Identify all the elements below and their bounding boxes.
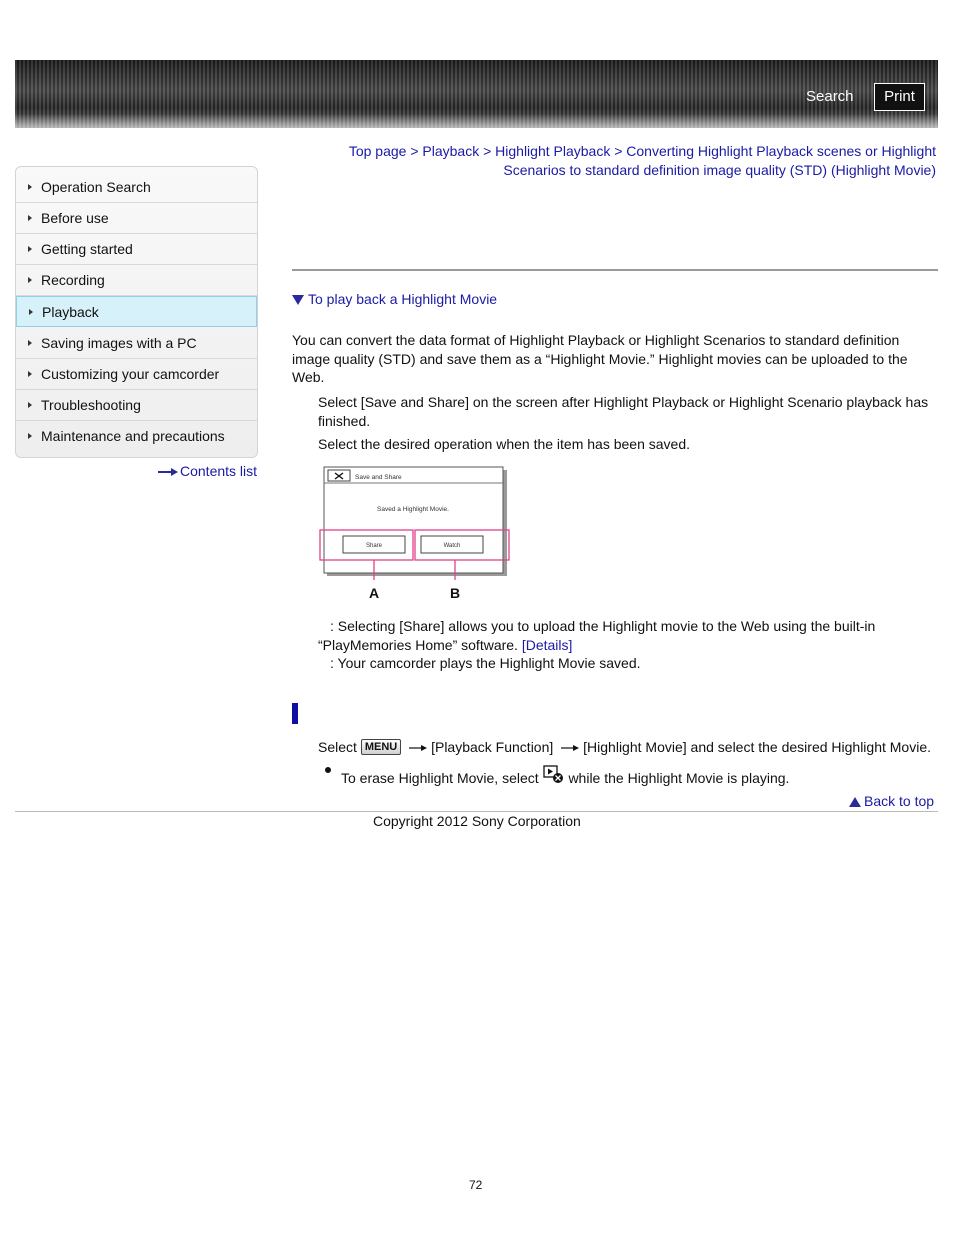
triangle-up-icon	[849, 797, 861, 807]
share-button-text: Share	[365, 543, 383, 549]
chevron-right-icon	[28, 340, 32, 346]
save-and-share-illustration	[319, 466, 511, 601]
erase-prefix-text: To erase Highlight Movie, select	[341, 770, 539, 786]
intro-line: You can convert the data format of Highlight Playback or Highlight Scenarios to standard definition	[292, 332, 900, 348]
erase-suffix-text: while the Highlight Movie is playing.	[568, 770, 790, 786]
label-a: A	[368, 585, 380, 601]
sidebar-item-before-use[interactable]	[16, 203, 257, 234]
sidebar-item-label: Recording	[41, 272, 105, 288]
bullet-dot	[325, 767, 331, 773]
sidebar-item-label: Getting started	[41, 241, 133, 257]
select-text: Select	[318, 739, 357, 755]
sidebar-item-operation-search[interactable]	[16, 172, 257, 203]
label-b: B	[449, 585, 461, 601]
intro-line: Web.	[292, 369, 325, 385]
step-2: Select the desired operation when the item has been saved.	[318, 436, 691, 452]
search-link[interactable]: Search	[806, 88, 854, 105]
note-a	[318, 617, 875, 654]
sidebar-nav	[15, 166, 258, 458]
footer-divider	[15, 811, 938, 812]
sidebar-item-getting-started[interactable]	[16, 234, 257, 265]
chevron-right-icon	[28, 215, 32, 221]
chevron-right-icon	[28, 433, 32, 439]
sidebar-item-label: Operation Search	[41, 179, 151, 195]
sidebar-item-recording[interactable]	[16, 265, 257, 296]
print-button[interactable]: Print	[874, 83, 925, 111]
illustration-title: Save and Share	[355, 474, 402, 481]
section-heading-bar	[292, 703, 298, 724]
breadcrumb-line-2[interactable]: Scenarios to standard definition image quality (STD) (Highlight Movie)	[503, 162, 936, 178]
playback-instruction	[318, 738, 931, 757]
erase-note	[341, 765, 789, 788]
note-a-line: : Selecting [Share] allows you to upload the Highlight movie to the Web using the built-in	[330, 618, 876, 634]
contents-list-label: Contents list	[180, 463, 258, 479]
sidebar-item-maintenance[interactable]	[16, 421, 257, 452]
contents-list-link[interactable]	[158, 463, 257, 479]
step-1-line: Select [Save and Share] on the screen after Highlight Playback or Highlight Scenario playback has	[318, 394, 929, 410]
arrow-right-icon	[561, 744, 579, 752]
note-b: : Your camcorder plays the Highlight Movie saved.	[330, 655, 641, 671]
sidebar-item-label: Before use	[41, 210, 109, 226]
copyright-text: Copyright 2012 Sony Corporation	[373, 813, 581, 829]
arrow-right-icon	[409, 744, 427, 752]
chevron-right-icon	[28, 402, 32, 408]
note-a-line-2	[318, 636, 875, 655]
sidebar-item-playback[interactable]	[16, 296, 257, 327]
sidebar-item-label: Playback	[42, 304, 99, 320]
chevron-right-icon	[28, 371, 32, 377]
highlight-movie-text: [Highlight Movie] and select the desired Highlight Movie.	[583, 739, 932, 755]
title-divider	[292, 269, 938, 271]
illustration-message: Saved a Highlight Movie.	[377, 506, 449, 513]
breadcrumb[interactable]	[292, 142, 936, 180]
breadcrumb-line-1[interactable]: Top page > Playback > Highlight Playback > Converting Highlight Playback scenes or Highlight	[348, 143, 936, 159]
menu-button-icon: MENU	[361, 739, 401, 755]
header-fade	[15, 114, 938, 128]
header-bar	[15, 60, 938, 128]
step-1	[318, 393, 928, 430]
back-to-top-link[interactable]	[849, 793, 934, 809]
arrow-right-icon	[158, 468, 178, 476]
sidebar-item-customizing[interactable]	[16, 359, 257, 390]
sidebar-item-label: Customizing your camcorder	[41, 366, 220, 382]
page-number: 72	[469, 1178, 483, 1192]
playback-function-text: [Playback Function]	[431, 739, 554, 755]
sidebar-item-label: Troubleshooting	[41, 397, 141, 413]
details-link[interactable]: [Details]	[521, 636, 573, 653]
intro-paragraph	[292, 331, 908, 387]
chevron-right-icon	[28, 277, 32, 283]
sidebar-item-label: Maintenance and precautions	[41, 428, 225, 444]
sidebar-item-label: Saving images with a PC	[41, 335, 197, 351]
step-1-line: finished.	[318, 412, 371, 429]
sidebar-item-troubleshooting[interactable]	[16, 390, 257, 421]
sidebar-item-saving-images[interactable]	[16, 328, 257, 359]
chevron-right-icon	[29, 309, 33, 315]
delete-movie-icon	[543, 765, 565, 785]
triangle-down-icon	[292, 295, 304, 305]
jump-link-label: To play back a Highlight Movie	[308, 291, 498, 307]
back-to-top-label: Back to top	[864, 793, 935, 809]
intro-line: image quality (STD) and save them as a “Highlight Movie.” Highlight movies can be uploaded to the	[292, 350, 908, 367]
chevron-right-icon	[28, 184, 32, 190]
watch-button-text: Watch	[443, 543, 461, 549]
chevron-right-icon	[28, 246, 32, 252]
note-a-text: “PlayMemories Home” software.	[318, 636, 518, 653]
jump-link-play-back[interactable]	[292, 291, 497, 307]
